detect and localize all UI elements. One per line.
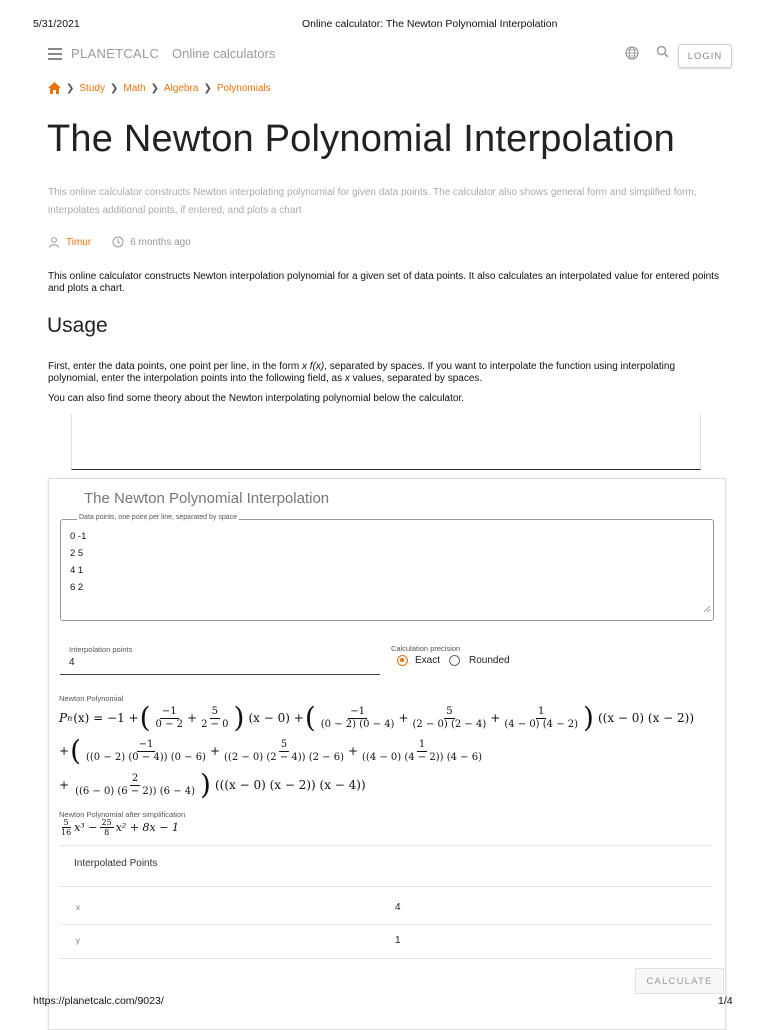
radio-exact[interactable]	[397, 655, 408, 666]
simplified-label: Newton Polynomial after simplification	[59, 810, 186, 819]
chevron-right-icon: ❯	[150, 82, 159, 94]
chevron-right-icon: ❯	[66, 82, 75, 94]
author-link[interactable]: Timur	[66, 236, 92, 248]
radio-rounded-label: Rounded	[469, 655, 510, 666]
brand-logo[interactable]: PLANETCALC	[71, 46, 160, 61]
interpolated-points-header: Interpolated Points	[74, 858, 158, 869]
calculator-card	[48, 478, 726, 1030]
table-y-value: 1	[395, 935, 401, 946]
table-y-label: y	[76, 936, 80, 945]
page-title: The Newton Polynomial Interpolation	[47, 118, 676, 160]
table-divider	[60, 886, 712, 887]
resize-handle-icon[interactable]	[703, 600, 711, 618]
chevron-right-icon: ❯	[109, 82, 119, 94]
usage-heading: Usage	[47, 314, 108, 337]
breadcrumb-study[interactable]: Study	[79, 82, 105, 94]
simplified-formula: $\frac{5}{16}$ x³ − $\frac{25}{8}$ x² + 8x − 1	[61, 818, 179, 837]
table-x-value: 4	[395, 902, 401, 913]
intro-text: This online calculator constructs Newton interpolation polynomial for a given set of data points. It also calculates an interpolated value for entered points and plots a chart.	[48, 271, 719, 294]
calculate-button[interactable]: CALCULATE	[635, 968, 724, 994]
precision-label: Calculation precision	[391, 644, 461, 653]
user-icon	[48, 236, 60, 248]
text-input-box[interactable]	[71, 414, 701, 470]
interpolation-points-input[interactable]: 4	[69, 657, 75, 668]
data-points-value[interactable]: 0 -1 2 5 4 1 6 2	[70, 531, 87, 593]
radio-rounded[interactable]	[449, 655, 460, 666]
article-meta	[48, 236, 191, 248]
table-x-label: x	[76, 903, 80, 912]
breadcrumb-math[interactable]: Math	[123, 82, 146, 94]
lead-text: This online calculator constructs Newton interpolating polynomial for given data points. The calculator also shows general form and simplified form, interpolates additional points, if entered, and plots a chart	[48, 187, 697, 216]
print-date: 5/31/2021	[33, 18, 80, 30]
formula-line-2: + ( $\frac{-1}{((0 - 2) (0 - 4)) (0 - 6)}$ + $\frac{5}{((2 - 0) (2 - 4)) (2 - 6)}$ + $\frac{1}{((4 - 0) (4 - 2)) (4 - 6)}$	[59, 734, 482, 767]
data-points-field[interactable]	[60, 514, 714, 621]
footer-page: 1/4	[718, 995, 733, 1007]
login-button[interactable]: LOGIN	[678, 44, 732, 68]
table-row-divider	[60, 958, 712, 959]
breadcrumb-algebra[interactable]: Algebra	[163, 82, 199, 94]
clock-icon	[112, 236, 124, 248]
precision-options	[397, 655, 510, 666]
globe-icon[interactable]	[624, 45, 640, 66]
table-row-divider	[60, 924, 712, 925]
footer-url: https://planetcalc.com/9023/	[33, 995, 164, 1007]
breadcrumb	[48, 82, 271, 94]
menu-icon[interactable]	[48, 48, 62, 60]
search-icon[interactable]	[655, 44, 671, 65]
breadcrumb-polynomials[interactable]: Polynomials	[216, 82, 271, 94]
formula-line-1: P n (x) = −1 + ( $\frac{-1}{0 - 2}$ + $\frac{5}{2 - 0}$ ) (x − 0) + ( $\frac{-1}{(0 - 2) (0 - 4)}$ + $\frac{5}{(2 - 0) (2 - 4)}$ + $\frac{1}{(4 - 0) (4 - 2)}$ ) ((x − 0) (x − 2))	[59, 701, 695, 734]
publish-time: 6 months ago	[130, 236, 191, 248]
data-points-label: Data points, one point per line, separated by space	[79, 514, 237, 521]
newton-polynomial-label: Newton Polynomial	[59, 694, 124, 703]
home-icon[interactable]	[48, 82, 61, 94]
interpolation-points-label: Interpolation points	[69, 645, 133, 654]
usage-paragraph-2: You can also find some theory about the Newton interpolating polynomial below the calculator.	[48, 393, 465, 404]
top-bar	[0, 40, 768, 70]
usage-paragraph-1: First, enter the data points, one point per line, in the form x f(x), separated by spaces. If you want to interpolate the function using interpolating polynomial, enter the interpolation points into the following field, as x values, separated by spaces.	[48, 361, 676, 384]
online-calculators-link[interactable]: Online calculators	[172, 46, 276, 61]
calculator-title: The Newton Polynomial Interpolation	[84, 490, 330, 507]
table-divider	[60, 845, 712, 846]
print-title: Online calculator: The Newton Polynomial Interpolation	[302, 18, 558, 30]
chevron-right-icon: ❯	[203, 82, 212, 94]
input-underline	[60, 674, 380, 675]
radio-exact-label: Exact	[415, 655, 441, 666]
formula-line-3: + $\frac{2}{((6 - 0) (6 - 2)) (6 - 4)}$ ) (((x − 0) (x − 2)) (x − 4))	[59, 768, 366, 801]
